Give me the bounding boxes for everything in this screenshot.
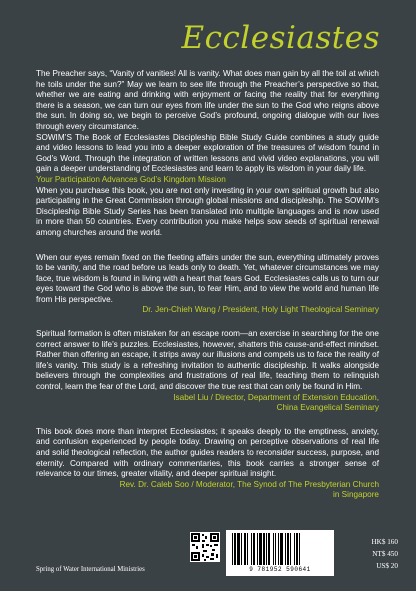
endorsement-1 <box>36 253 379 317</box>
endorsement-text: This book does more than interpret Ecclesiastes; it speaks deeply to the emptiness, anxiety, and confusion experienced by people today. Drawing on perceptive observations of real life and solid theological reflection, the author guides readers to reconsider success, purpose, and eternity. Compared with ordinary commentaries, this book carries a stronger sense of relevance to our times, greater vitality, and deeper spiritual insight. <box>36 426 379 479</box>
barcode-bar <box>232 533 233 565</box>
barcode-bar <box>299 533 300 565</box>
barcode-bar <box>234 533 236 565</box>
barcode-bar <box>251 533 252 565</box>
endorsement-attribution: Dr. Jen-Chieh Wang / President, Holy Light Theological Seminary <box>142 305 379 315</box>
cover-footer <box>0 520 416 591</box>
mission-paragraph: When you purchase this book, you are not only investing in your own spiritual growth but also participating in the Great Commission through global missions and discipleship. The SOWIM’s Discipleship Bible Study Series has been translated into multiple languages and is now used in more than 50 countries. Every contribution you make helps sow seeds of spiritual renewal among churches around the world. <box>36 185 379 237</box>
endorsement-attribution-2: China Evangelical Seminary <box>276 403 379 413</box>
endorsement-text: Spiritual formation is often mistaken for an escape room—an exercise in searching for the one correct answer to life’s puzzles. Ecclesiastes, however, shatters this cause-and-effect mindset. Rather than offering an escape, it strips away our illusions and compels us to face the reality of life’s vanity. This study is a refreshing invitation to authentic discipleship. It walks alongside believers through the complexities and frustrations of real life, teaching them to relinquish control, learn the fear of the Lord, and discover the true rest that can only be found in Him. <box>36 329 379 392</box>
isbn-number: 9 781952 590641 <box>249 566 311 573</box>
endorsement-2 <box>36 329 379 414</box>
endorsement-attribution: Isabel Liu / Director, Department of Extension Education, <box>173 392 379 402</box>
barcode-bar <box>241 533 242 565</box>
price-usd: US$ 20 <box>376 562 398 570</box>
endorsement-attribution-2: in Singapore <box>333 490 379 500</box>
endorsement-3 <box>36 427 379 501</box>
barcode-bar <box>253 533 255 565</box>
price-list <box>371 536 398 572</box>
barcode-bar <box>290 533 291 565</box>
barcode-bar <box>275 533 276 565</box>
barcode-bar <box>296 533 298 565</box>
barcode-bar <box>285 533 286 565</box>
barcode-bar <box>278 533 279 565</box>
barcode-bar <box>259 533 262 565</box>
price-ntd: NT$ 450 <box>372 550 398 558</box>
barcode-bar <box>294 533 295 565</box>
isbn-barcode <box>226 530 334 576</box>
barcode-bar <box>237 533 240 565</box>
barcode-bar <box>287 533 289 565</box>
barcode-bar <box>244 533 246 565</box>
barcode-bar <box>280 533 283 565</box>
back-cover-text <box>36 69 379 501</box>
mission-heading: Your Participation Advances God’s Kingdom Mission <box>36 174 226 184</box>
qr-code <box>190 532 220 562</box>
publisher-name: Spring of Water International Ministries <box>36 566 145 573</box>
barcode-bar <box>266 533 267 565</box>
endorsement-text: When our eyes remain fixed on the fleeting affairs under the sun, everything ultimately proves to be vanity, and the road before us leads only to death. Yet, whatever circumstances we may face, true wisdom is found in living with a heart that fears God. Ecclesiastes calls us to turn our eyes toward the God who is above the sun, to fear Him, and to view the world and human life from His perspective. <box>36 252 379 304</box>
intro-paragraph: The Preacher says, “Vanity of vanities! All is vanity. What does man gain by all the toil at which he toils under the sun?” May we learn to see life through the Preacher’s perspective so that, whether we are eating and drinking with enjoyment or facing the reality that for everything there is a season, we can turn our eyes from life under the sun to the God who reigns above the sun. In doing so, we begin to perceive God’s profound, ongoing dialogue with our lives through every circumstance. <box>36 69 379 131</box>
barcode-bar <box>247 533 248 565</box>
barcode-bar <box>263 533 265 565</box>
book-title: Ecclesiastes <box>181 20 380 56</box>
endorsement-attribution: Rev. Dr. Caleb Soo / Moderator, The Synod of The Presbyterian Church <box>119 479 379 489</box>
barcode-bar <box>273 533 274 565</box>
barcode-bar <box>257 533 258 565</box>
price-hkd: HK$ 160 <box>371 538 398 546</box>
barcode-bar <box>268 533 270 565</box>
guide-paragraph: SOWIM’S The Book of Ecclesiastes Discipleship Bible Study Guide combines a study guide and video lessons to lead you into a deeper exploration of the treasures of wisdom found in God’s Word. Through the integration of written lessons and vivid video explanations, you will gain a deeper understanding of Ecclesiastes and learn to apply its wisdom in your daily life. <box>36 132 379 174</box>
